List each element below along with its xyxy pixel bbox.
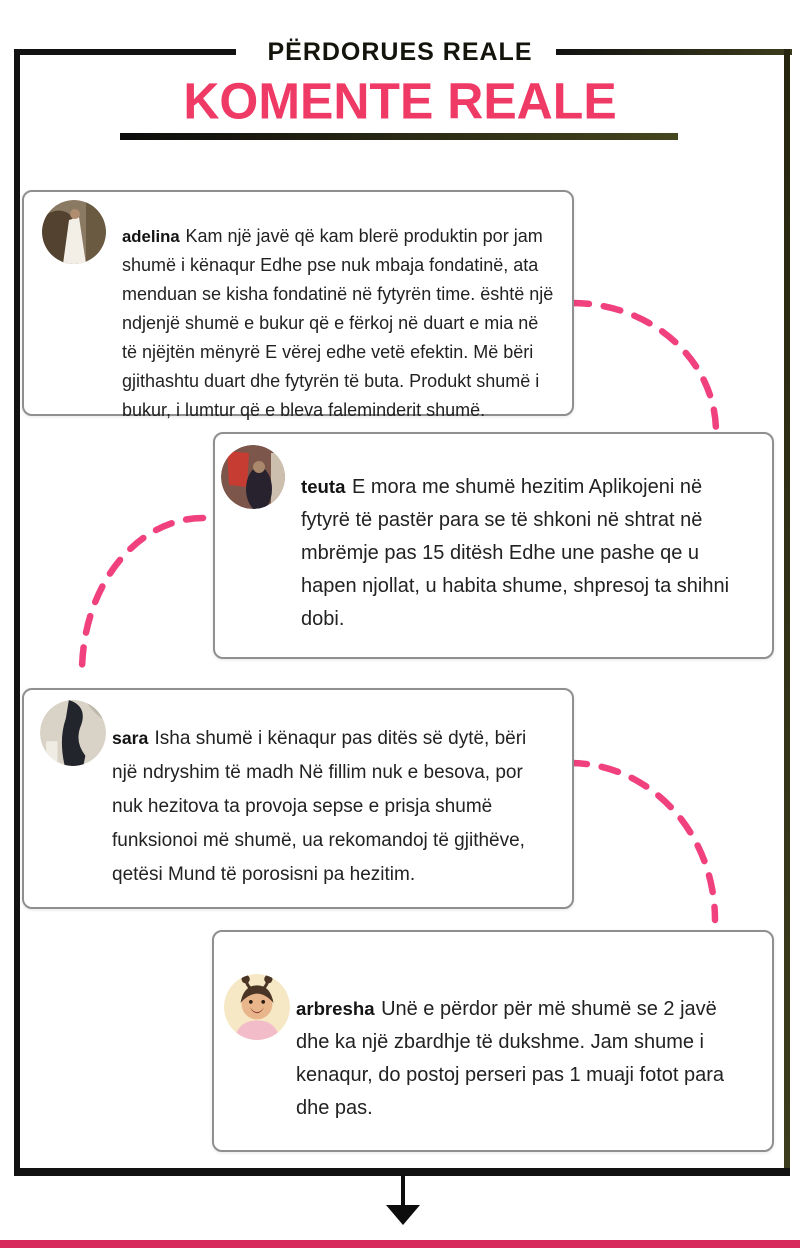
comment-author: teuta — [301, 476, 346, 497]
comment-text: Isha shumë i kënaqur pas ditës së dytë, bëri një ndryshim të madh Në fillim nuk e besova, por nuk hezitova ta provoja sepse e prisja shumë funksionoi më shumë, ua rekomandoj të gjithëve, qetësi Mund të porosisni pa hezitim. — [112, 728, 527, 885]
baby-photo-avatar — [224, 974, 290, 1040]
frame-right-line — [784, 49, 790, 1175]
header-kicker: PËRDORUES REALE — [267, 38, 533, 66]
red-flag-photo-avatar — [221, 445, 285, 509]
title-underline — [120, 133, 678, 140]
comment-card-adelina — [22, 190, 574, 420]
comment-author: adelina — [122, 227, 180, 246]
bottom-accent-bar — [0, 1240, 800, 1248]
frame-left-line — [14, 49, 20, 1175]
comment-text: Unë e përdor për më shumë se 2 javë dhe ka një zbardhje të dukshme. Jam shume i kenaqur, do postoj perseri pas 1 muaji fotot para dhe pas. — [296, 998, 725, 1119]
comment-text: E mora me shumë hezitim Aplikojeni në fytyrë të pastër para se të shkoni në shtrat në mbrëmje pas 15 ditësh Edhe une pashe qe u hapen njollat, u habita shume, shpresoj ta shihni dobi. — [301, 476, 730, 630]
connector-curve-3 — [570, 763, 715, 920]
comment-body — [122, 222, 556, 425]
down-arrow-stem — [401, 1175, 405, 1207]
comment-text: Kam një javë që kam blerë produktin por jam shumë i kënaqur Edhe pse nuk mbaja fondatinë, ata menduan se kisha fondatinë në fytyrën time. është një ndjenjë shumë e bukur që e fërkoj në duart e mia në të njëjtën mënyrë E vërej edhe vetë efektin. Më bëri gjithashtu duart dhe fytyrën të buta. Produkt shumë i bukur, i lumtur që e bleva faleminderit shumë. — [122, 226, 554, 420]
comment-card-arbresha — [212, 930, 774, 1152]
comment-author: arbresha — [296, 998, 375, 1019]
connector-curve-2 — [82, 518, 203, 672]
comment-body — [296, 992, 752, 1125]
connector-curve-1 — [572, 303, 716, 432]
comment-card-teuta — [213, 432, 774, 659]
bride-photo-avatar — [42, 200, 106, 264]
dark-hair-photo-avatar — [40, 700, 106, 766]
page-title: KOMENTE REALE — [183, 72, 617, 130]
comment-body — [112, 721, 556, 892]
down-arrow-icon — [386, 1205, 420, 1225]
comment-card-sara — [22, 688, 574, 909]
comment-author: sara — [112, 728, 149, 748]
comment-body — [301, 470, 754, 636]
